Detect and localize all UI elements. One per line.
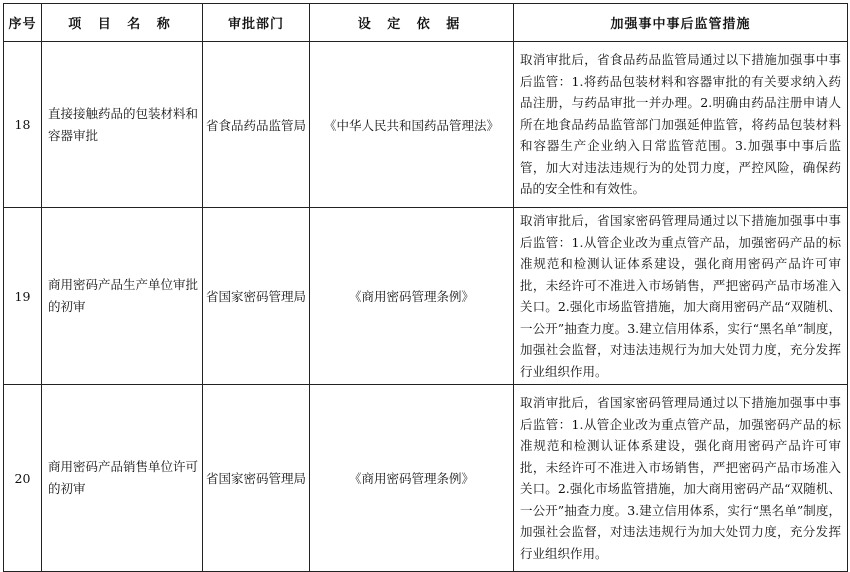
row-number: 19 (4, 208, 42, 385)
header-name: 项 目 名 称 (42, 4, 203, 42)
item-name: 商用密码产品销售单位许可的初审 (42, 385, 203, 572)
header-measure: 加强事中事后监管措施 (514, 4, 848, 42)
supervision-measures: 取消审批后，省国家密码管理局通过以下措施加强事中事后监管：1.从管企业改为重点管产品，加强密码产品的标准规范和检测认证体系建设，强化商用密码产品许可审批，未经许可不准进入市场销售，严把密码产品市场准入关口。2.强化市场监管措施，加大商用密码产品“双随机、一公开”抽查力度。3.建立信用体系，实行“黑名单”制度，加强社会监督，对违法违规行为加大处罚力度，充分发挥行业组织作用。 (514, 208, 848, 385)
table-row (4, 385, 848, 572)
approval-department: 省食品药品监管局 (203, 42, 310, 208)
header-no: 序号 (4, 4, 42, 42)
header-dept: 审批部门 (203, 4, 310, 42)
legal-basis: 《中华人民共和国药品管理法》 (310, 42, 514, 208)
row-number: 20 (4, 385, 42, 572)
approval-table (3, 3, 848, 572)
approval-department: 省国家密码管理局 (203, 208, 310, 385)
table-row (4, 42, 848, 208)
supervision-measures: 取消审批后，省食品药品监管局通过以下措施加强事中事后监管：1.将药品包装材料和容器审批的有关要求纳入药品注册，与药品审批一并办理。2.明确由药品注册申请人所在地食品药品监管部门加强延伸监管，将药品包装材料和容器生产企业纳入日常监管范围。3.加强事中事后监管，加大对违法违规行为的处罚力度，严控风险，确保药品的安全性和有效性。 (514, 42, 848, 208)
header-row (4, 4, 848, 42)
item-name: 商用密码产品生产单位审批的初审 (42, 208, 203, 385)
legal-basis: 《商用密码管理条例》 (310, 208, 514, 385)
table-row (4, 208, 848, 385)
header-basis: 设 定 依 据 (310, 4, 514, 42)
row-number: 18 (4, 42, 42, 208)
legal-basis: 《商用密码管理条例》 (310, 385, 514, 572)
approval-department: 省国家密码管理局 (203, 385, 310, 572)
supervision-measures: 取消审批后，省国家密码管理局通过以下措施加强事中事后监管：1.从管企业改为重点管产品，加强密码产品的标准规范和检测认证体系建设，强化商用密码产品许可审批，未经许可不准进入市场销售，严把密码产品市场准入关口。2.强化市场监管措施，加大商用密码产品“双随机、一公开”抽查力度。3.建立信用体系，实行“黑名单”制度，加强社会监督，对违法违规行为加大处罚力度，充分发挥行业组织作用。 (514, 385, 848, 572)
item-name: 直接接触药品的包装材料和容器审批 (42, 42, 203, 208)
